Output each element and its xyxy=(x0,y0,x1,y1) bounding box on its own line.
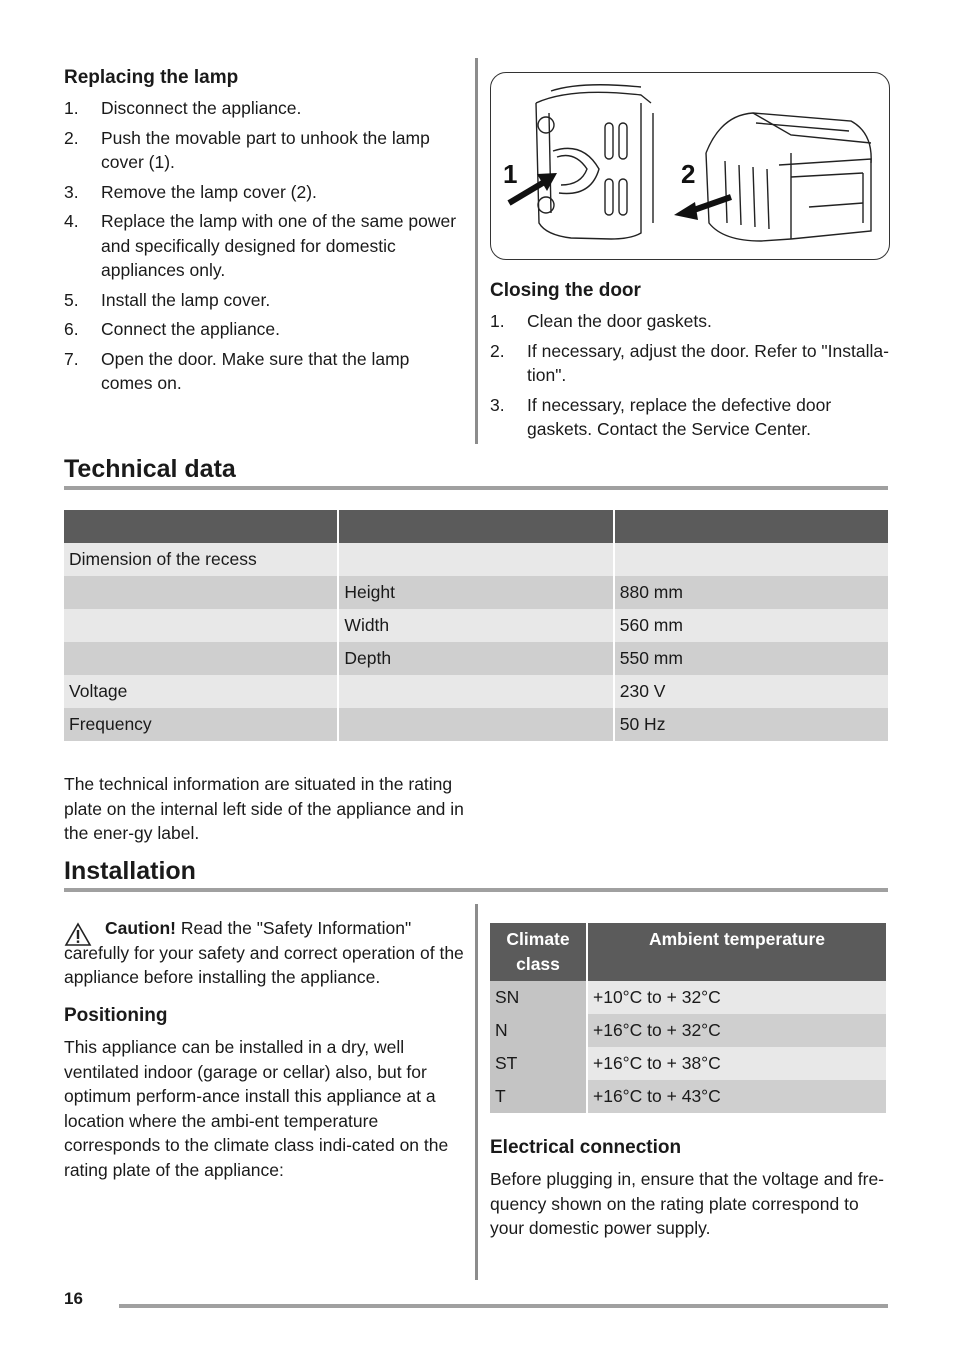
step-text: Replace the lamp with one of the same power and specifically designed for domestic appliances only. xyxy=(101,211,457,280)
table-cell: 550 mm xyxy=(615,642,888,675)
table-row xyxy=(64,543,888,576)
table-cell: SN xyxy=(490,981,586,1014)
table-cell xyxy=(64,576,337,609)
list-item xyxy=(490,339,890,388)
caution-text: Read the "Safety Information" carefully for your safety and correct operation of the appliance before installing the appliance. xyxy=(64,918,464,987)
table-row xyxy=(64,675,888,708)
table-cell xyxy=(64,642,337,675)
list-item xyxy=(64,347,464,396)
step-number: 4. xyxy=(64,211,79,231)
step-text: Install the lamp cover. xyxy=(101,289,271,310)
list-item xyxy=(64,288,464,313)
step-text: Clean the door gaskets. xyxy=(527,311,712,331)
table-row xyxy=(64,609,888,642)
table-cell: +16°C to + 32°C xyxy=(588,1014,886,1047)
lamp-section xyxy=(64,66,464,401)
step-text: Disconnect the appliance. xyxy=(101,98,302,118)
step-number: 7. xyxy=(64,348,79,369)
table-cell: 880 mm xyxy=(615,576,888,609)
table-cell: Width xyxy=(339,609,612,642)
table-row xyxy=(64,708,888,741)
electrical-heading: Electrical connection xyxy=(490,1137,682,1158)
lamp-steps xyxy=(64,96,464,396)
caution-block xyxy=(64,916,464,990)
table-row xyxy=(490,981,886,1014)
door-steps xyxy=(490,309,890,442)
door-heading: Closing the door xyxy=(490,280,641,301)
list-item xyxy=(64,209,464,283)
table-cell xyxy=(339,708,612,741)
table-header-row xyxy=(490,923,886,981)
table-cell xyxy=(339,675,612,708)
caution-label: Caution! xyxy=(105,918,176,938)
table-cell: Depth xyxy=(339,642,612,675)
list-item xyxy=(64,317,464,342)
electrical-text: Before plugging in, ensure that the voltage and fre-quency shown on the rating plate correspond to your domestic power supply. xyxy=(490,1169,885,1238)
table-cell: +10°C to + 32°C xyxy=(588,981,886,1014)
door-section xyxy=(490,279,890,447)
table-header-cell xyxy=(64,510,337,543)
figure-label-2: 2 xyxy=(681,159,696,189)
warning-icon xyxy=(64,922,92,947)
table-cell: N xyxy=(490,1014,586,1047)
climate-table xyxy=(488,923,888,1113)
table-row xyxy=(490,1047,886,1080)
table-cell xyxy=(64,609,337,642)
step-text: Remove the lamp cover (2). xyxy=(101,181,317,202)
footer-rule xyxy=(119,1304,888,1308)
list-item xyxy=(490,309,890,334)
caution-paragraph xyxy=(64,916,464,990)
step-number: 6. xyxy=(64,319,79,339)
climate-class-header: Climate class xyxy=(490,923,586,981)
column-divider xyxy=(475,58,478,444)
table-row xyxy=(64,642,888,675)
table-header-cell xyxy=(339,510,612,543)
table-row xyxy=(490,1014,886,1047)
table-cell: +16°C to + 43°C xyxy=(588,1080,886,1113)
step-text: If necessary, replace the defective door gaskets. Contact the Service Center. xyxy=(527,394,832,439)
technical-table xyxy=(62,510,890,741)
step-number: 3. xyxy=(64,181,79,202)
table-cell: Height xyxy=(339,576,612,609)
column-divider xyxy=(475,904,478,1280)
technical-note: The technical information are situated in the rating plate on the internal left side of the appliance and in the ener-gy label. xyxy=(64,774,464,843)
table-cell: T xyxy=(490,1080,586,1113)
positioning-text: This appliance can be installed in a dry, well ventilated indoor (garage or cellar) also, but for optimum perform-ance install this appliance at a location where the ambi-ent temperature corresponds to the climate class indi-cated on the rating plate of the appliance: xyxy=(64,1037,449,1180)
step-number: 5. xyxy=(64,289,79,310)
step-number: 2. xyxy=(490,340,505,361)
step-number: 1. xyxy=(490,311,505,331)
table-cell: Dimension of the recess xyxy=(64,543,337,576)
lamp-illustration xyxy=(490,72,890,260)
positioning-heading: Positioning xyxy=(64,1005,168,1026)
list-item xyxy=(64,96,464,121)
table-header-row xyxy=(64,510,888,543)
list-item xyxy=(64,126,464,175)
table-cell: 560 mm xyxy=(615,609,888,642)
technical-rule xyxy=(64,486,888,490)
installation-heading: Installation xyxy=(64,857,196,885)
lamp-heading: Replacing the lamp xyxy=(64,67,239,88)
figure-label-1: 1 xyxy=(503,159,518,189)
step-text: Open the door. Make sure that the lamp comes on. xyxy=(101,348,410,393)
ambient-temperature-header: Ambient temperature xyxy=(588,923,886,981)
table-cell: 50 Hz xyxy=(615,708,888,741)
table-cell: +16°C to + 38°C xyxy=(588,1047,886,1080)
table-header-cell xyxy=(615,510,888,543)
list-item xyxy=(64,180,464,205)
page-number: 16 xyxy=(64,1289,83,1308)
table-cell xyxy=(339,543,612,576)
table-cell: Voltage xyxy=(64,675,337,708)
lamp-cover-drawing xyxy=(491,73,888,258)
table-cell: Frequency xyxy=(64,708,337,741)
table-cell xyxy=(615,543,888,576)
step-number: 1. xyxy=(64,98,79,118)
technical-heading: Technical data xyxy=(64,455,236,483)
step-number: 3. xyxy=(490,394,505,415)
installation-rule xyxy=(64,888,888,892)
step-text: Push the movable part to unhook the lamp cover (1). xyxy=(101,127,430,172)
table-cell: ST xyxy=(490,1047,586,1080)
step-text: If necessary, adjust the door. Refer to "Installa-tion". xyxy=(527,340,889,385)
step-text: Connect the appliance. xyxy=(101,319,281,339)
table-row xyxy=(64,576,888,609)
table-cell: 230 V xyxy=(615,675,888,708)
step-number: 2. xyxy=(64,127,79,148)
table-row xyxy=(490,1080,886,1113)
list-item xyxy=(490,393,890,442)
